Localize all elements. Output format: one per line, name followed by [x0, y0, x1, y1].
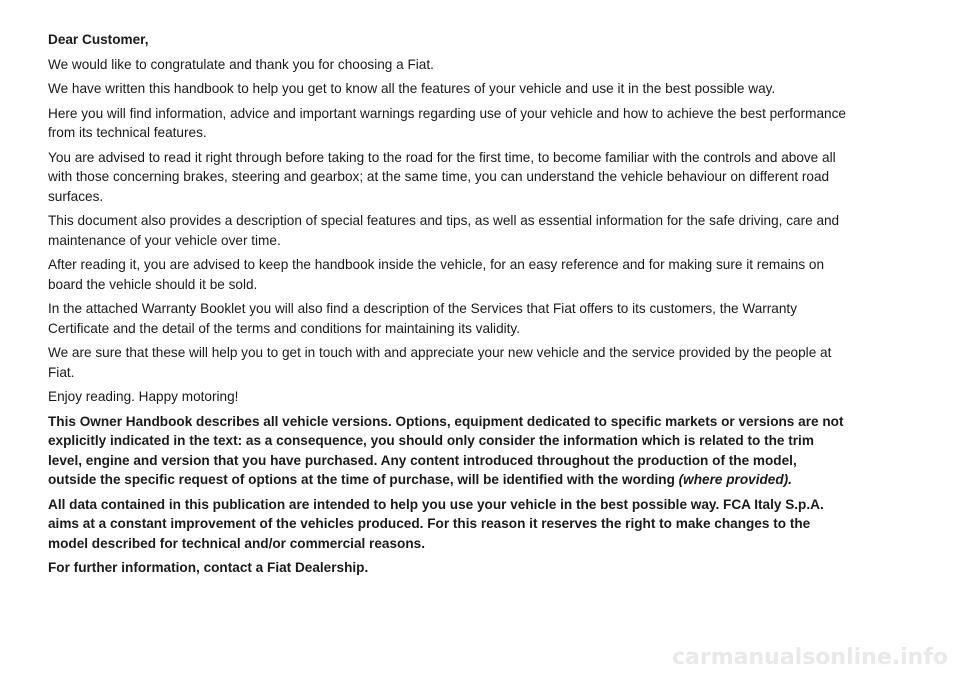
paragraph-special-features: This document also provides a description of special features and tips, as well as essential information for the safe driving, care and maintenance of your vehicle over time.: [48, 213, 840, 248]
paragraph-information: Here you will find information, advice and important warnings regarding use of your vehicle and how to achieve the best performance from its technical features.: [48, 105, 846, 140]
paragraph-warranty-booklet: In the attached Warranty Booklet you will also find a description of the Services that Fiat offers to its customers, the Warranty Certificate and the detail of the terms and conditions for maintaining its validity.: [48, 301, 798, 336]
watermark: carmanualsonline.info: [672, 645, 948, 670]
paragraph-enjoy: Enjoy reading. Happy motoring!: [48, 389, 239, 404]
paragraph-appreciate: We are sure that these will help you to get in touch with and appreciate your new vehicle and the service provided by the people at Fiat.: [48, 345, 832, 380]
paragraph-keep-handbook: After reading it, you are advised to keep the handbook inside the vehicle, for an easy reference and for making sure it remains on board the vehicle should it be sold.: [48, 257, 825, 292]
document-page: [48, 30, 848, 583]
greeting: Dear Customer,: [48, 32, 149, 47]
paragraph-handbook-purpose: We have written this handbook to help you get to know all the features of your vehicle and use it in the best possible way.: [48, 81, 776, 96]
notice-versions-text: This Owner Handbook describes all vehicle versions. Options, equipment dedicated to specific markets or versions are not explicitly indicated in the text: as a consequence, you should only consider the information which is related to the trim level, engine and version that you have purchased. Any content introduced throughout the production of the model, outside the specific request of options at the time of purchase, will be identified with the wording: [48, 413, 844, 487]
notice-data: All data contained in this publication are intended to help you use your vehicle in the best possible way. FCA Italy S.p.A. aims at a constant improvement of the vehicles produced. For this reason it reserves the right to make changes to the model described for technical and/or commercial reasons.: [48, 496, 824, 551]
notice-versions: [48, 412, 848, 490]
paragraph-read-through: You are advised to read it right through before taking to the road for the first time, to become familiar with the controls and above all with those concerning brakes, steering and gearbox; at the same time, you can understand the vehicle behaviour on different road surfaces.: [48, 149, 836, 204]
notice-contact: For further information, contact a Fiat Dealership.: [48, 560, 369, 575]
paragraph-congratulations: We would like to congratulate and thank you for choosing a Fiat.: [48, 56, 434, 72]
notice-versions-emphasis: (where provided).: [678, 472, 792, 487]
